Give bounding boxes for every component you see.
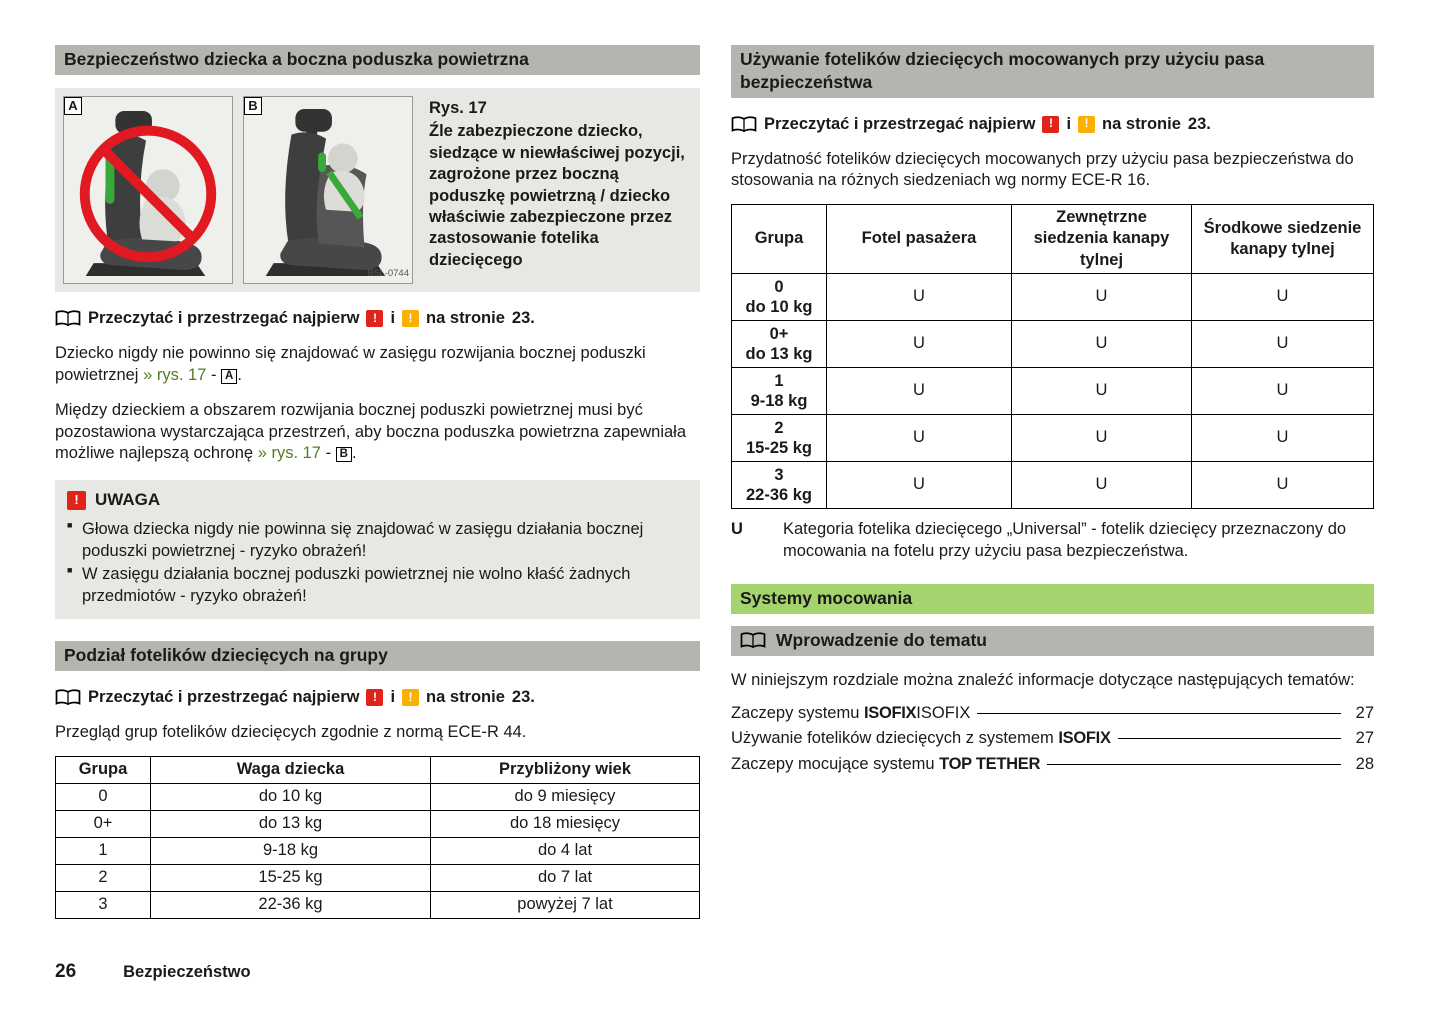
- warning-item: ■ W zasięgu działania bocznej poduszki powietrznej nie wolno kłaść żadnych przedmiotów - ryzyko obrażeń!: [67, 564, 688, 607]
- toc-leader-line: [977, 713, 1341, 714]
- group-id: 2: [774, 418, 784, 437]
- read-first-and: i: [390, 308, 396, 327]
- cell-age: do 4 lat: [431, 837, 700, 864]
- col-header-fotel-pasazera: Fotel pasażera: [827, 204, 1012, 273]
- left-column: [55, 45, 700, 919]
- read-first-note-3: [731, 114, 1374, 135]
- cell-group: [732, 368, 827, 415]
- cell-group: 2: [56, 864, 151, 891]
- read-first-page: 23.: [1187, 114, 1211, 133]
- section-title-belt-mounted-seats: [731, 45, 1374, 98]
- toc-page-number: 27: [1355, 703, 1374, 722]
- group-id: 0+: [769, 324, 789, 343]
- cell-u: U: [1192, 462, 1374, 509]
- seat-groups-table: [55, 756, 700, 919]
- warning-icon: !: [366, 310, 383, 327]
- figure-code: B5L-0744: [367, 268, 409, 280]
- caution-icon: !: [402, 310, 419, 327]
- toc-entry-text: Używanie fotelików dziecięcych z systemem ISOFIX: [731, 729, 1111, 748]
- table-row: [732, 321, 1374, 368]
- paragraph-mounting-intro: W niniejszym rozdziale można znaleźć informacje dotyczące następujących tematów:: [731, 670, 1355, 689]
- cell-u: U: [827, 274, 1012, 321]
- paragraph-text: Dziecko nigdy nie powinno się znajdować w zasięgu rozwijania bocznej poduszki powietrznej: [55, 344, 646, 384]
- warning-box-uwaga: [55, 480, 700, 619]
- cell-group: 1: [56, 837, 151, 864]
- figure-number: Rys. 17: [429, 98, 487, 117]
- cell-weight: 22-36 kg: [151, 891, 431, 918]
- cell-u: U: [1012, 321, 1192, 368]
- cell-group: 3: [56, 891, 151, 918]
- section-title-text: Wprowadzenie do tematu: [776, 629, 987, 650]
- paragraph-airbag-1: [55, 343, 700, 386]
- toc-leader-line: [1118, 738, 1341, 739]
- cell-u: U: [1192, 321, 1374, 368]
- figure-marker-b: B: [244, 97, 262, 115]
- period: .: [351, 443, 357, 462]
- read-first-label: Przeczytać i przestrzegać najpierw: [88, 308, 360, 327]
- cell-group: [732, 321, 827, 368]
- warning-title: UWAGA: [95, 490, 161, 510]
- read-first-note-1: [55, 308, 700, 329]
- figure-caption: [423, 96, 692, 284]
- group-weight: 22-36 kg: [745, 486, 813, 505]
- group-id: 1: [774, 371, 784, 390]
- brand-isofix: ISOFIX: [1058, 729, 1111, 748]
- table-row: [56, 864, 700, 891]
- col-header-grupa: Grupa: [56, 756, 151, 783]
- footer-chapter-label: Bezpieczeństwo: [123, 963, 251, 981]
- caution-icon: !: [402, 689, 419, 706]
- read-first-suffix: na stronie: [426, 308, 505, 327]
- group-id: 3: [774, 465, 784, 484]
- col-header-grupa: Grupa: [732, 204, 827, 273]
- table-row: [732, 462, 1374, 509]
- warning-icon: !: [67, 491, 86, 510]
- paragraph-airbag-2: [55, 400, 700, 464]
- section-title-text: Używanie fotelików dziecięcych mocowanych przy użyciu pasa bezpieczeństwa: [740, 49, 1265, 92]
- section-title-text: Podział fotelików dziecięcych na grupy: [64, 645, 388, 666]
- cell-age: do 18 miesięcy: [431, 810, 700, 837]
- figure-caption-text: Źle zabezpieczone dziecko, siedzące w niewłaściwej pozycji, zagrożone przez boczną poduszkę powietrzną / dziecko właściwie zabezpieczone przez zastosowanie fotelika dziecięcego: [429, 122, 685, 269]
- chapter-title-text: Systemy mocowania: [740, 588, 913, 608]
- read-first-suffix: na stronie: [426, 687, 505, 706]
- figure-reference-link[interactable]: » rys. 17: [257, 443, 321, 462]
- chapter-title-systemy-mocowania: [731, 584, 1374, 614]
- table-header-row: [56, 756, 700, 783]
- period: .: [237, 365, 242, 384]
- cell-u: U: [827, 415, 1012, 462]
- cell-u: U: [827, 321, 1012, 368]
- group-id: 0: [774, 277, 784, 296]
- brand-top-tether: TOP TETHER: [939, 754, 1041, 773]
- figure-rys-17: [55, 88, 700, 292]
- read-first-and: i: [1066, 114, 1072, 133]
- group-weight: do 13 kg: [745, 345, 813, 364]
- table-row: [732, 274, 1374, 321]
- toc-page-number: 28: [1355, 754, 1374, 773]
- read-first-page: 23.: [511, 687, 535, 706]
- cell-u: U: [1012, 462, 1192, 509]
- col-header-wiek: Przybliżony wiek: [431, 756, 700, 783]
- cell-u: U: [1012, 274, 1192, 321]
- cell-weight: do 13 kg: [151, 810, 431, 837]
- topic-list: [731, 703, 1374, 775]
- read-first-label: Przeczytać i przestrzegać najpierw: [764, 114, 1036, 133]
- page-number: 26: [55, 961, 77, 982]
- read-first-suffix: na stronie: [1102, 114, 1181, 133]
- paragraph-groups-intro: Przegląd grup fotelików dziecięcych zgodnie z normą ECE-R 44.: [55, 723, 527, 742]
- group-weight: do 10 kg: [745, 298, 813, 317]
- paragraph-belt-intro: Przydatność fotelików dziecięcych mocowanych przy użyciu pasa bezpieczeństwa do stosowania na różnych siedzeniach wg normy ECE-R 16.: [731, 149, 1354, 190]
- cell-age: do 7 lat: [431, 864, 700, 891]
- page-footer: [55, 960, 251, 985]
- warning-item: ■ Głowa dziecka nigdy nie powinna się znajdować w zasięgu działania bocznej poduszki powietrznej - ryzyko obrażeń!: [67, 519, 688, 562]
- toc-leader-line: [1047, 764, 1341, 765]
- belt-seat-suitability-table: [731, 204, 1374, 509]
- cell-u: U: [1012, 415, 1192, 462]
- read-first-note-2: [55, 687, 700, 708]
- warning-icon: !: [366, 689, 383, 706]
- read-first-label: Przeczytać i przestrzegać najpierw: [88, 687, 360, 706]
- cell-u: U: [827, 368, 1012, 415]
- col-header-srodkowe: Środkowe siedzenie kanapy tylnej: [1192, 204, 1374, 273]
- figure-ref-box-b: B: [336, 447, 352, 462]
- toc-entry-top-tether[interactable]: [731, 754, 1374, 775]
- group-weight: 15-25 kg: [745, 439, 813, 458]
- cell-weight: 15-25 kg: [151, 864, 431, 891]
- table-row: [732, 415, 1374, 462]
- toc-page-number: 27: [1355, 729, 1374, 748]
- seat-child-prohibited-illustration: [64, 97, 232, 283]
- warning-icon: !: [1042, 116, 1059, 133]
- cell-u: U: [1192, 368, 1374, 415]
- figure-image-a: [63, 96, 233, 284]
- warning-box-header: [67, 489, 688, 511]
- toc-entry-text: Zaczepy systemu ISOFIXISOFIX: [731, 703, 971, 722]
- figure-image-b: [243, 96, 413, 284]
- table-row: [56, 783, 700, 810]
- read-first-page: 23.: [511, 308, 535, 327]
- legend-text: Kategoria fotelika dziecięcego „Universal” - fotelik dziecięcy przeznaczony do mocowania na fotelu przy użyciu pasa bezpieczeństwa.: [783, 520, 1347, 560]
- table-row: [56, 810, 700, 837]
- col-header-zewnetrzne: Zewnętrzne siedzenia kanapy tylnej: [1012, 204, 1192, 273]
- cell-group: [732, 415, 827, 462]
- book-icon: [731, 116, 757, 133]
- table-row: [56, 891, 700, 918]
- section-title-seat-groups: [55, 641, 700, 671]
- toc-entry-isofix-anchors[interactable]: [731, 703, 1374, 724]
- cell-age: powyżej 7 lat: [431, 891, 700, 918]
- cell-weight: do 10 kg: [151, 783, 431, 810]
- cell-u: U: [827, 462, 1012, 509]
- book-icon: [55, 689, 81, 706]
- read-first-and: i: [390, 687, 396, 706]
- section-title-text: Bezpieczeństwo dziecka a boczna poduszka powietrzna: [64, 49, 529, 69]
- right-column: [731, 45, 1374, 775]
- dash: -: [210, 365, 217, 384]
- cell-u: U: [1192, 274, 1374, 321]
- group-weight: 9-18 kg: [750, 392, 808, 411]
- legend-key: U: [731, 520, 743, 539]
- seat-child-secured-illustration: [244, 97, 412, 283]
- figure-marker-a: A: [64, 97, 82, 115]
- figure-ref-box-a: A: [221, 369, 237, 384]
- section-title-wprowadzenie: [731, 626, 1374, 656]
- brand-isofix: ISOFIX: [863, 703, 917, 722]
- cell-group: 0: [56, 783, 151, 810]
- cell-group: 0+: [56, 810, 151, 837]
- cell-group: [732, 274, 827, 321]
- caution-icon: !: [1078, 116, 1095, 133]
- table-row: [732, 368, 1374, 415]
- warning-list: [67, 519, 688, 607]
- table-header-row: [732, 204, 1374, 273]
- col-header-waga: Waga dziecka: [151, 756, 431, 783]
- toc-entry-text: Zaczepy mocujące systemu TOP TETHER: [731, 754, 1041, 773]
- cell-u: U: [1192, 415, 1374, 462]
- figure-reference-link[interactable]: » rys. 17: [143, 365, 207, 384]
- section-title-child-safety-airbag: [55, 45, 700, 75]
- paragraph-text: Między dzieckiem a obszarem rozwijania bocznej poduszki powietrznej musi być pozostawiona wystarczająca przestrzeń, aby boczna poduszka powietrzna zapewniała możliwe najlepszą ochronę: [55, 401, 687, 462]
- book-icon: [740, 632, 766, 649]
- cell-age: do 9 miesięcy: [431, 783, 700, 810]
- table-row: [56, 837, 700, 864]
- dash: -: [325, 443, 332, 462]
- book-icon: [55, 310, 81, 327]
- cell-weight: 9-18 kg: [151, 837, 431, 864]
- table-legend: [731, 519, 1374, 562]
- cell-group: [732, 462, 827, 509]
- toc-entry-isofix-usage[interactable]: [731, 728, 1374, 749]
- cell-u: U: [1012, 368, 1192, 415]
